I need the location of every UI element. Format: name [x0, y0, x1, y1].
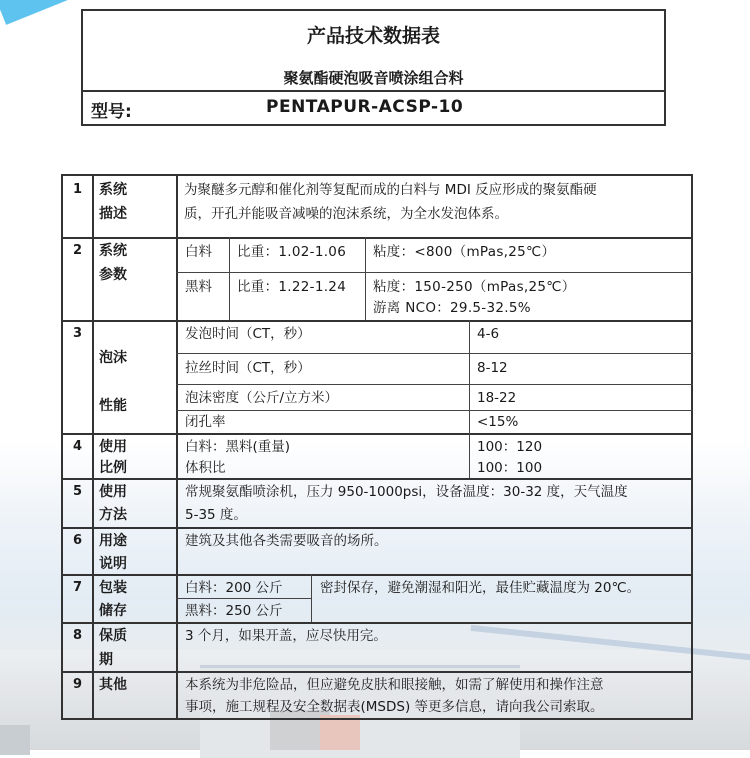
row3-split	[176, 384, 693, 385]
row-number: 6	[72, 533, 83, 548]
usage-method: 5-35 度。	[185, 507, 247, 523]
row3-split	[176, 410, 693, 411]
row-label: 系统	[99, 243, 127, 259]
storage-text: 密封保存，避免潮湿和阳光，最佳贮藏温度为 20℃。	[320, 580, 641, 596]
row2-col-a	[229, 237, 230, 320]
row-number: 9	[72, 677, 83, 692]
row-label: 描述	[99, 206, 127, 222]
usage-method: 常规聚氨酯喷涂机，压力 950-1000psi，设备温度：30-32 度，天气温度	[185, 484, 628, 500]
col-divider-no	[92, 176, 94, 720]
row2-col-b	[365, 237, 366, 320]
foam-property: 闭孔率	[185, 414, 226, 430]
spec-table	[61, 174, 693, 720]
row-number: 5	[72, 484, 83, 499]
row-number: 2	[72, 243, 83, 258]
ratio-name: 白料：黑料(重量)	[185, 439, 291, 455]
other-notes: 本系统为非危险品，但应避免皮肤和眼接触，如需了解使用和操作注意	[185, 677, 604, 693]
system-description: 质，开孔并能吸音减噪的泡沫系统，为全水发泡体系。	[184, 206, 508, 222]
row-number: 1	[72, 182, 83, 197]
row-divider	[63, 320, 693, 322]
row-label: 储存	[99, 603, 127, 619]
application-text: 建筑及其他各类需要吸音的场所。	[185, 533, 388, 549]
ratio-value: 100：120	[477, 439, 543, 455]
component-black: 黑料	[185, 279, 212, 295]
row-label: 保质	[99, 628, 127, 644]
row-number: 8	[72, 628, 83, 643]
row-label: 比例	[99, 460, 127, 476]
row-divider	[63, 237, 693, 239]
row-label: 性能	[99, 398, 127, 414]
row-label: 使用	[99, 484, 127, 500]
white-viscosity: 粘度：<800（mPas,25℃）	[373, 244, 556, 260]
black-gravity: 比重：1.22-1.24	[237, 279, 347, 295]
model-value: PENTAPUR-ACSP-10	[266, 97, 464, 117]
other-notes: 事项，施工规程及安全数据表(MSDS) 等更多信息，请向我公司索取。	[185, 699, 604, 715]
building-window	[0, 725, 30, 755]
row-label: 系统	[99, 182, 127, 198]
row-label: 方法	[99, 507, 127, 523]
white-package: 白料：200 公斤	[185, 580, 283, 596]
foam-value: 8-12	[477, 360, 508, 376]
row-label: 用途	[99, 533, 127, 549]
row3-4-value-divider	[469, 320, 470, 478]
row2-split	[176, 272, 693, 273]
system-description: 为聚醚多元醇和催化剂等复配而成的白料与 MDI 反应形成的聚氨酯硬	[184, 182, 597, 198]
row7-col	[311, 574, 312, 622]
foam-value: 4-6	[477, 326, 500, 342]
header-divider	[83, 90, 664, 92]
black-viscosity: 粘度：150-250（mPas,25℃）	[373, 279, 576, 295]
foam-property: 发泡时间（CT，秒）	[185, 326, 311, 342]
row-divider	[63, 433, 693, 435]
row-number: 7	[72, 580, 83, 595]
foam-value: <15%	[477, 414, 519, 430]
document-title: 产品技术数据表	[306, 25, 440, 47]
foam-value: 18-22	[477, 390, 517, 406]
row-label: 包装	[99, 580, 127, 596]
row-label: 其他	[99, 677, 127, 693]
row3-split	[176, 353, 693, 354]
product-name: 聚氨酯硬泡吸音喷涂组合料	[283, 69, 464, 87]
datasheet-header	[81, 9, 666, 126]
shelf-life-text: 3 个月，如果开盖，应尽快用完。	[185, 628, 387, 644]
row-label: 参数	[99, 267, 127, 283]
foam-property: 拉丝时间（CT，秒）	[185, 360, 311, 376]
row-number: 4	[72, 439, 83, 454]
row-label: 泡沫	[99, 350, 127, 366]
row-number: 3	[72, 326, 83, 341]
white-gravity: 比重：1.02-1.06	[237, 244, 347, 260]
building-sign	[320, 715, 360, 750]
component-white: 白料	[185, 244, 212, 260]
model-label: 型号:	[91, 102, 132, 122]
row-label: 说明	[99, 556, 127, 572]
col-divider-label	[176, 176, 178, 720]
row-label: 期	[99, 652, 113, 668]
black-nco: 游离 NCO：29.5-32.5%	[373, 300, 531, 316]
black-package: 黑料：250 公斤	[185, 603, 283, 619]
ratio-name: 体积比	[185, 460, 226, 476]
foam-property: 泡沫密度（公斤/立方米）	[185, 390, 339, 406]
row-label: 使用	[99, 439, 127, 455]
ratio-value: 100：100	[477, 460, 543, 476]
